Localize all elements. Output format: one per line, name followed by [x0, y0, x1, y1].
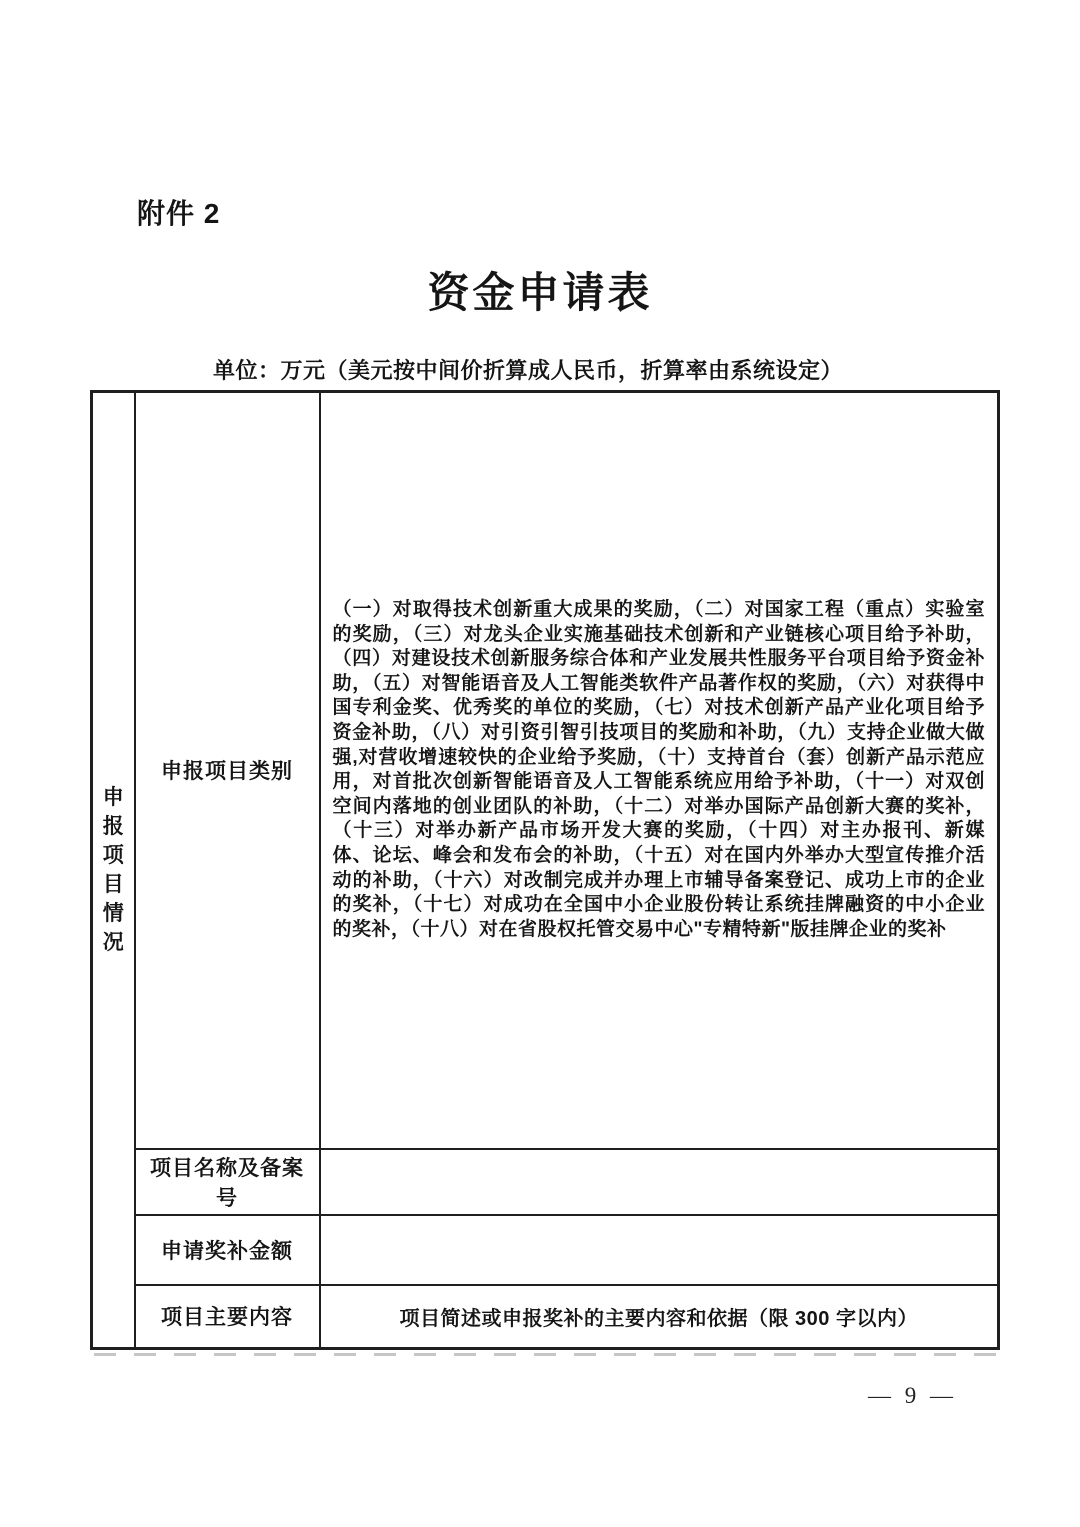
table-row — [92, 1215, 999, 1285]
content-cell-project-main-content: 项目简述或申报奖补的主要内容和依据（限 300 字以内） — [320, 1285, 999, 1349]
table-row — [92, 1285, 999, 1349]
label-cell-project-category: 申报项目类别 — [135, 392, 320, 1149]
content-cell-project-category — [320, 392, 999, 1149]
table-row — [92, 1149, 999, 1215]
scan-artifact-dashed-line — [94, 1353, 1010, 1356]
application-form-table — [90, 390, 1000, 1350]
project-category-text: （一）对取得技术创新重大成果的奖励，（二）对国家工程（重点）实验室的奖励，（三）对龙头企业实施基础技术创新和产业链核心项目给予补助，（四）对建设技术创新服务综合体和产业发展共性服务平台项目给予资金补助，（五）对智能语音及人工智能类软件产品著作权的奖励，（六）对获得中国专利金奖、优秀奖的单位的奖励，（七）对技术创新产品产业化项目给予资金补助，（八）对引资引智引技项目的奖励和补助，（九）支持企业做大做强,对营收增速较快的企业给予奖励，（十）支持首台（套）创新产品示范应用，对首批次创新智能语音及人工智能系统应用给予补助，（十一）对双创空间内落地的创业团队的补助，（十二）对举办国际产品创新大赛的奖补，（十三）对举办新产品市场开发大赛的奖励，（十四）对主办报刊、新媒体、论坛、峰会和发布会的补助，（十五）对在国内外举办大型宣传推介活动的补助，（十六）对改制完成并办理上市辅导备案登记、成功上市的企业的奖补，（十七）对成功在全国中小企业股份转让系统挂牌融资的中小企业的奖补，（十八）对在省股权托管交易中心"专精特新"版挂牌企业的奖补 — [332, 599, 985, 940]
row-group-label: 申报项目情况 — [102, 786, 124, 954]
unit-note: 单位：万元（美元按中间价折算成人民币，折算率由系统设定） — [213, 358, 844, 383]
label-cell-project-main-content: 项目主要内容 — [135, 1285, 320, 1349]
table-row — [92, 392, 999, 1149]
page-number: — 9 — — [868, 1383, 957, 1408]
row-group-cell-application-project-info — [92, 392, 135, 1349]
label-cell-requested-reward-amount: 申请奖补金额 — [135, 1215, 320, 1285]
label-cell-project-name-record-number: 项目名称及备案号 — [135, 1149, 320, 1215]
content-cell-project-name-record-number — [320, 1149, 999, 1215]
attachment-label: 附件 2 — [137, 198, 221, 229]
content-cell-requested-reward-amount — [320, 1215, 999, 1285]
page-title: 资金申请表 — [427, 271, 653, 317]
